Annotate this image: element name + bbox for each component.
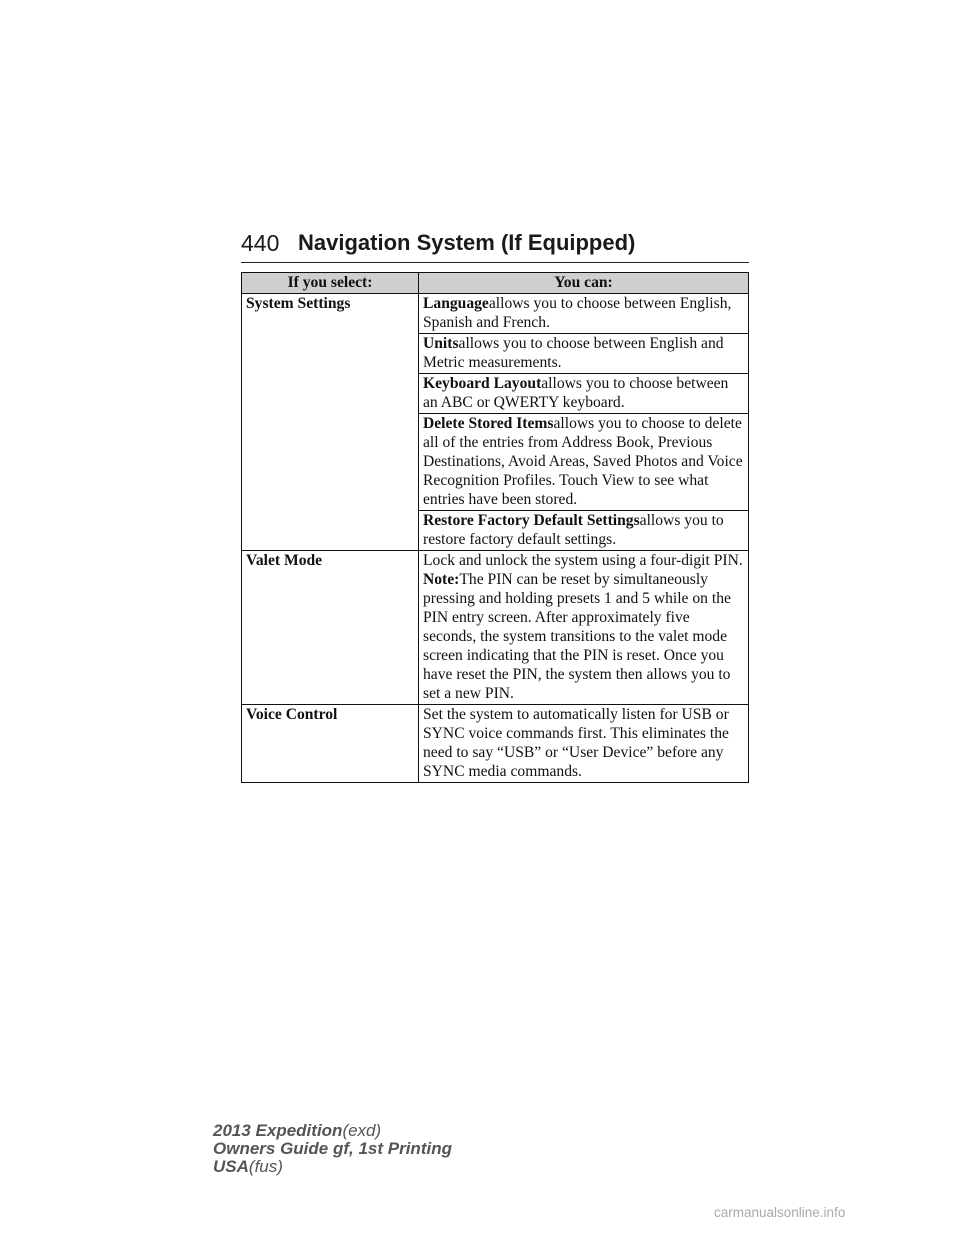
valet-mode-note xyxy=(423,570,744,703)
column-header-can: You can: xyxy=(419,273,749,294)
option-description: allows you to choose to delete all of the entries from Address Book, Previous Destinations, Avoid Areas, Saved Photos and Voice Recognition Profiles. Touch View to see what entries have been stored. xyxy=(423,415,743,508)
option-term: Restore Factory Default Settings xyxy=(423,512,640,529)
option-units xyxy=(419,334,749,374)
row-label-voice-control: Voice Control xyxy=(242,705,419,783)
option-term: Language xyxy=(423,295,489,312)
option-language xyxy=(419,294,749,334)
page-footer xyxy=(213,1122,452,1176)
page-header xyxy=(241,228,749,263)
watermark: carmanualsonline.info xyxy=(714,1205,846,1220)
option-delete-stored-items xyxy=(419,414,749,511)
voice-control-description: Set the system to automatically listen for USB or SYNC voice commands first. This eliminates the need to say “USB” or “User Device” before any SYNC media commands. xyxy=(419,705,749,783)
section-title: Navigation System (If Equipped) xyxy=(298,230,636,255)
table-row xyxy=(242,551,749,705)
column-header-select: If you select: xyxy=(242,273,419,294)
row-label-system-settings: System Settings xyxy=(242,294,419,551)
option-term: Units xyxy=(423,335,459,352)
note-label: Note: xyxy=(423,571,460,588)
option-description: allows you to restore factory default settings. xyxy=(423,512,724,548)
valet-mode-text: Lock and unlock the system using a four-digit PIN. xyxy=(423,552,743,569)
table-row xyxy=(242,294,749,334)
footer-model-code: (exd) xyxy=(342,1121,382,1140)
option-description: allows you to choose between English and Metric measurements. xyxy=(423,335,724,371)
valet-mode-description xyxy=(419,551,749,705)
table-row xyxy=(242,705,749,783)
footer-line-market xyxy=(213,1158,452,1176)
footer-guide: Owners Guide gf, 1st Printing xyxy=(213,1139,452,1158)
option-keyboard-layout xyxy=(419,374,749,414)
footer-line-model xyxy=(213,1122,452,1140)
option-description: allows you to choose between an ABC or QWERTY keyboard. xyxy=(423,375,729,411)
table-header-row xyxy=(242,273,749,294)
option-term: Keyboard Layout xyxy=(423,375,542,392)
note-text: The PIN can be reset by simultaneously pressing and holding presets 1 and 5 while on the PIN entry screen. After approximately five seconds, the system transitions to the valet mode screen indicating that the PIN is reset. Once you have reset the PIN, the system then allows you to set a new PIN. xyxy=(423,571,731,702)
footer-model: 2013 Expedition xyxy=(213,1121,343,1140)
row-label-valet-mode: Valet Mode xyxy=(242,551,419,705)
option-restore-defaults xyxy=(419,511,749,551)
footer-market: USA xyxy=(213,1157,249,1176)
option-term: Delete Stored Items xyxy=(423,415,554,432)
page-number: 440 xyxy=(241,230,280,256)
settings-table xyxy=(241,272,749,783)
option-description: allows you to choose between English, Spanish and French. xyxy=(423,295,732,331)
footer-market-code: (fus) xyxy=(248,1157,283,1176)
